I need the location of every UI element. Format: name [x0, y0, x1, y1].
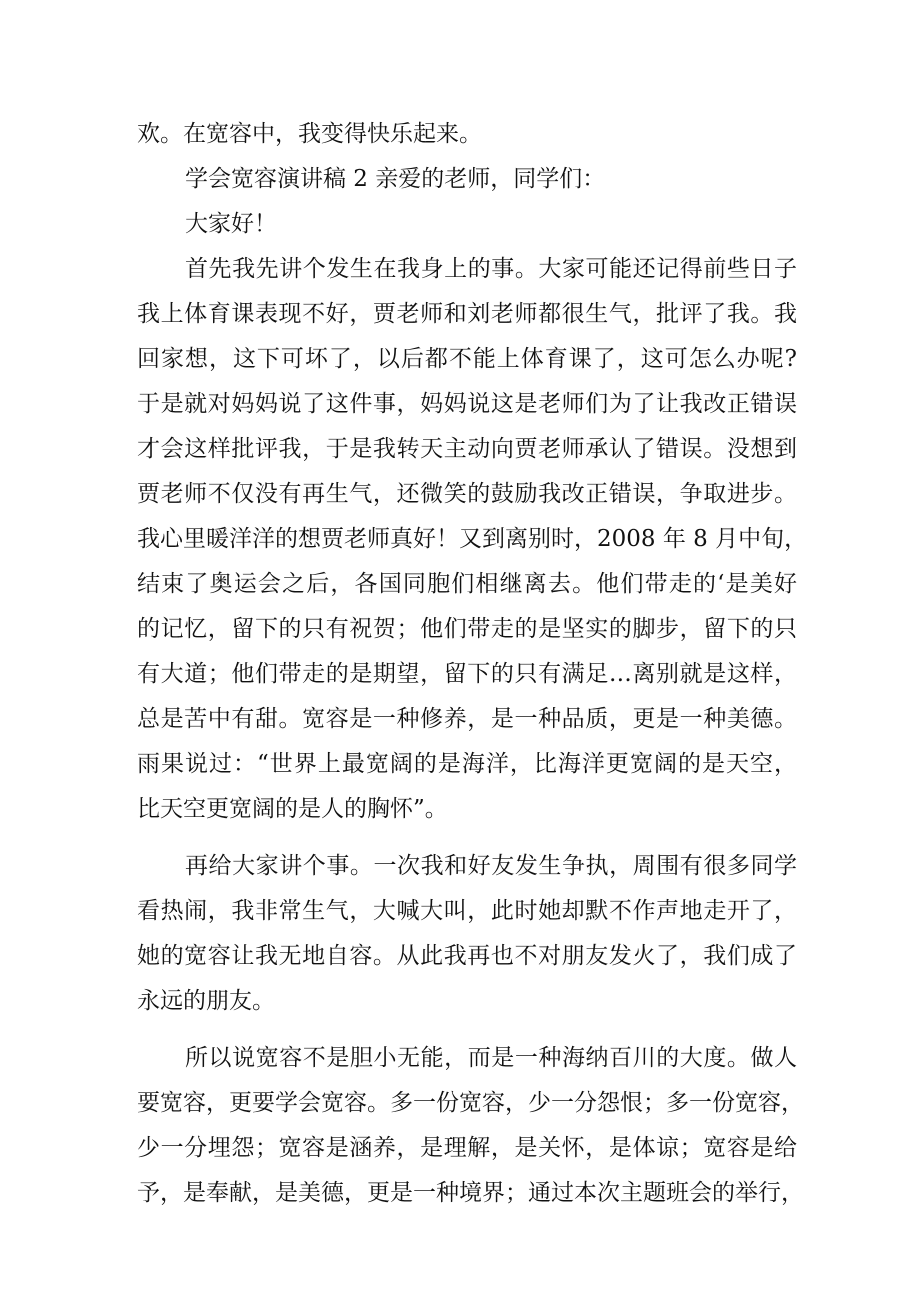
- text-line: 结束了奥运会之后，各国同胞们相继离去。他们带走的‘是美好: [137, 571, 797, 597]
- text-line: 永远的朋友。: [137, 988, 275, 1014]
- text-line: 她的宽容让我无地自容。从此我再也不对朋友发火了，我们成了: [137, 943, 797, 969]
- text-line: 有大道；他们带走的是期望，留下的只有满足…离别就是这样，: [137, 661, 797, 687]
- text-line: 才会这样批评我，于是我转天主动向贾老师承认了错误。没想到: [137, 436, 797, 462]
- text-line: 予，是奉献，是美德，更是一种境界；通过本次主题班会的举行，: [137, 1180, 804, 1206]
- text-line: 的记忆，留下的只有祝贺；他们带走的是坚实的脚步，留下的只: [137, 616, 797, 642]
- text-line: 欢。在宽容中，我变得快乐起来。: [137, 121, 482, 147]
- text-line: 大家好！: [185, 211, 277, 237]
- text-line: 雨果说过：“世界上最宽阔的是海洋，比海洋更宽阔的是天空，: [137, 751, 797, 777]
- text-line: 比天空更宽阔的是人的胸怀”。: [137, 796, 448, 822]
- text-line: 我心里暖洋洋的想贾老师真好！又到离别时，2008 年 8 月中旬，: [137, 526, 808, 552]
- text-line: 少一分埋怨；宽容是涵养，是理解，是关怀，是体谅；宽容是给: [137, 1135, 797, 1161]
- text-line: 回家想，这下可坏了，以后都不能上体育课了，这可怎么办呢?: [137, 346, 797, 372]
- text-line: 再给大家讲个事。一次我和好友发生争执，周围有很多同学: [185, 853, 797, 879]
- text-line: 我上体育课表现不好，贾老师和刘老师都很生气，批评了我。我: [137, 301, 797, 327]
- text-line: 学会宽容演讲稿 2 亲爱的老师，同学们：: [185, 166, 606, 192]
- text-line: 首先我先讲个发生在我身上的事。大家可能还记得前些日子: [185, 256, 797, 282]
- text-line: 要宽容，更要学会宽容。多一份宽容，少一分怨恨；多一份宽容，: [137, 1090, 804, 1116]
- paragraph-gap: [137, 1024, 797, 1036]
- text-line: 于是就对妈妈说了这件事，妈妈说这是老师们为了让我改正错误: [137, 391, 797, 417]
- paragraph-gap: [137, 832, 797, 844]
- text-line: 贾老师不仅没有再生气，还微笑的鼓励我改正错误，争取进步。: [137, 481, 797, 507]
- text-line: 所以说宽容不是胆小无能，而是一种海纳百川的大度。做人: [185, 1045, 797, 1071]
- document-body: [137, 112, 808, 1216]
- text-line: 总是苦中有甜。宽容是一种修养，是一种品质，更是一种美德。: [137, 706, 797, 732]
- text-line: 看热闹，我非常生气，大喊大叫，此时她却默不作声地走开了，: [137, 898, 797, 924]
